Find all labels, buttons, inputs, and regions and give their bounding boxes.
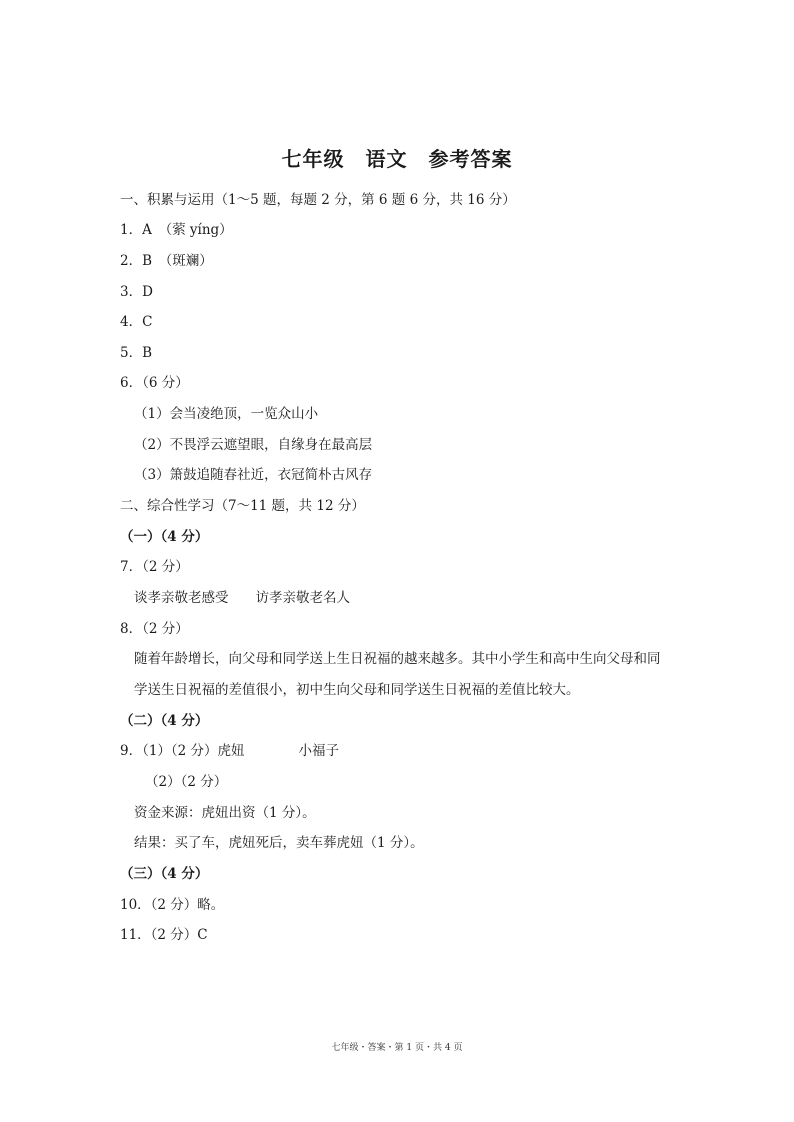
answer-q3: 3．D (120, 284, 153, 300)
answer-q11: 11．（2 分）C (120, 927, 208, 943)
answer-q9-2: （2）（2 分） (145, 774, 228, 790)
answer-q6-1: （1）会当凌绝顶，一览众山小 (134, 406, 319, 422)
answer-q8-text-line-1: 随着年龄增长，向父母和同学送上生日祝福的越来越多。其中小学生和高中生向父母和同 (134, 651, 661, 667)
answer-q6-2: （2）不畏浮云遮望眼，自缘身在最高层 (134, 437, 373, 453)
answer-q6-3: （3）箫鼓追随春社近，衣冠简朴古风存 (134, 467, 373, 483)
section-1-heading: 一、积累与运用（1～5 题，每题 2 分，第 6 题 6 分，共 16 分） (120, 192, 516, 208)
answer-q9-result: 结果：买了车，虎妞死后，卖车葬虎妞（1 分）。 (134, 835, 424, 851)
answer-q2: 2．B （斑斓） (120, 253, 213, 269)
answer-q9-1: 9．（1）（2 分）虎妞 小福子 (120, 743, 340, 759)
part-2-heading: （二）（4 分） (120, 713, 209, 729)
answer-q7-text: 谈孝亲敬老感受 访孝亲敬老名人 (134, 590, 350, 606)
answer-q5: 5．B (120, 345, 153, 361)
part-1-heading: （一）（4 分） (120, 529, 209, 545)
answer-q7: 7．（2 分） (120, 559, 189, 575)
answer-q9-source: 资金来源：虎妞出资（1 分）。 (134, 805, 316, 821)
answer-q10: 10．（2 分）略。 (120, 897, 225, 913)
answer-q6: 6．（6 分） (120, 375, 189, 391)
part-3-heading: （三）（4 分） (120, 866, 209, 882)
answer-q1: 1．A （萦 yíng） (120, 222, 233, 238)
answer-q8: 8．（2 分） (120, 621, 189, 637)
section-2-heading: 二、综合性学习（7～11 题，共 12 分） (120, 498, 365, 514)
answer-q4: 4．C (120, 314, 153, 330)
page-title: 七年级 语文 参考答案 (281, 147, 513, 171)
answer-q8-text-line-2: 学送生日祝福的差值很小，初中生向父母和同学送生日祝福的差值比较大。 (134, 682, 580, 698)
page-footer: 七年级・答案・第 1 页・共 4 页 (331, 1043, 463, 1053)
